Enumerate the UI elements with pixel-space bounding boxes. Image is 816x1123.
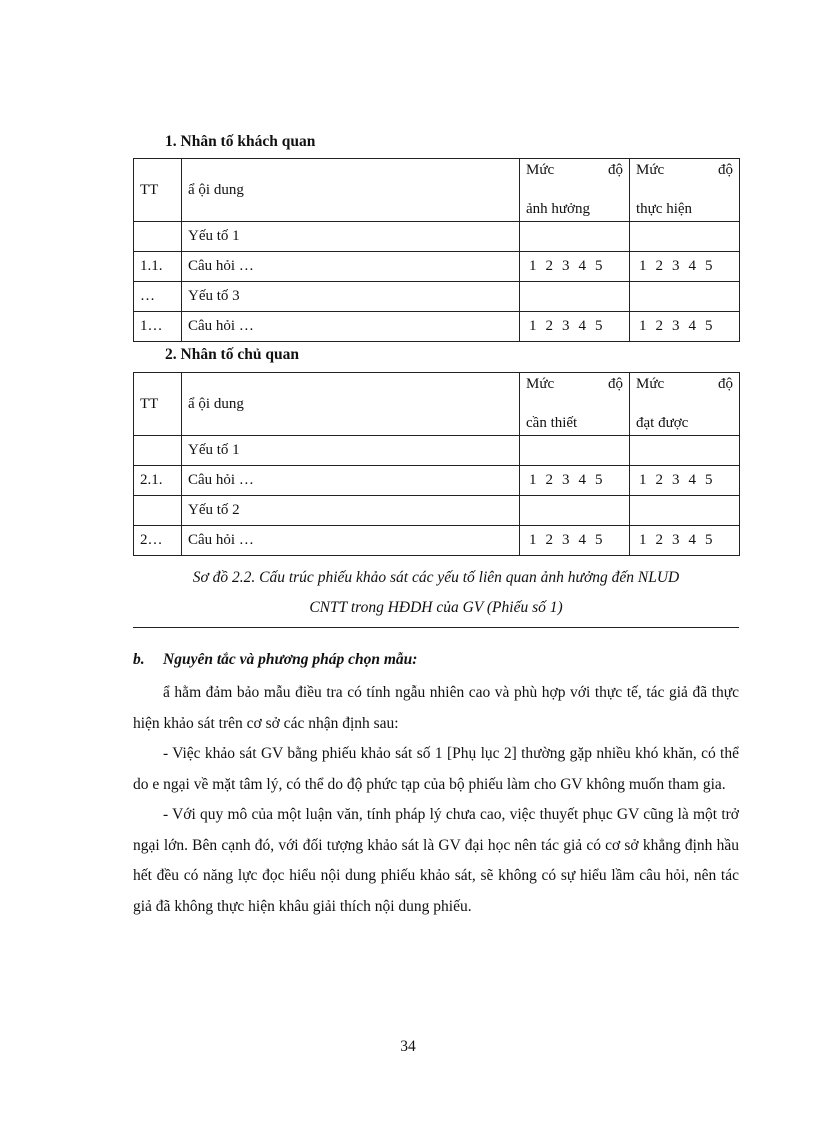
table-row <box>134 252 740 282</box>
scale-digit: 2 <box>655 472 663 488</box>
header-degree-word: độ <box>718 376 733 392</box>
row-tt <box>134 496 182 526</box>
row-scale-a <box>520 436 630 466</box>
scale-values <box>636 472 733 489</box>
row-tt: 1… <box>134 312 182 342</box>
scale-digit: 2 <box>655 532 663 548</box>
scale-digit: 5 <box>595 318 603 334</box>
header-degree-word: độ <box>608 162 623 178</box>
row-tt: 1.1. <box>134 252 182 282</box>
scale-values <box>636 258 733 275</box>
body-text <box>133 678 739 922</box>
header-tt: TT <box>134 373 182 436</box>
scale-values <box>526 258 623 275</box>
scale-values <box>526 472 623 489</box>
header-tt: TT <box>134 159 182 222</box>
paragraph: - Với quy mô của một luận văn, tính pháp lý chưa cao, việc thuyết phục GV cũng là một trở ngại lớn. Bên cạnh đó, với đối tượng khảo sát là GV đại học nên tác giả có cơ sở khẳng định hầu hết đều có năng lực đọc hiểu nội dung phiếu khảo sát, sẽ không có sự hiểu lầm câu hỏi, nên tác giả đã không thực hiện khâu giải thích nội dung phiếu. <box>133 806 739 915</box>
scale-digit: 3 <box>562 258 570 274</box>
header-necessity-level <box>520 373 630 436</box>
scale-digit: 3 <box>562 532 570 548</box>
scale-digit: 4 <box>688 472 696 488</box>
row-scale-b <box>630 526 740 556</box>
row-tt <box>134 222 182 252</box>
header-influence-level <box>520 159 630 222</box>
figure-caption <box>133 563 739 623</box>
caption-line-1: Sơ đồ 2.2. Cấu trúc phiếu khảo sát các yếu tố liên quan ảnh hưởng đến NLUD <box>192 569 680 586</box>
scale-digit: 5 <box>705 318 713 334</box>
header-necessity-label: cần thiết <box>526 415 578 431</box>
scale-digit: 2 <box>655 318 663 334</box>
subsection-title: Nguyên tắc và phương pháp chọn mẫu: <box>163 651 418 668</box>
row-scale-b <box>630 466 740 496</box>
header-content: ẩ ội dung <box>182 159 520 222</box>
scale-values <box>526 318 623 335</box>
row-tt: 2.1. <box>134 466 182 496</box>
row-tt <box>134 436 182 466</box>
header-content: ẩ ội dung <box>182 373 520 436</box>
paragraph: - Việc khảo sát GV bằng phiếu khảo sát số 1 [Phụ lục 2] thường gặp nhiều khó khăn, có thể do e ngại về mặt tâm lý, có thể do độ phức tạp của bộ phiếu làm cho GV không muốn tham gia. <box>133 745 739 793</box>
page-number: 34 <box>400 1038 416 1055</box>
caption-line-2: CNTT trong HĐDH của GV (Phiếu số 1) <box>309 599 563 616</box>
row-scale-a <box>520 526 630 556</box>
scale-digit: 2 <box>545 258 553 274</box>
subsection-heading <box>133 651 417 669</box>
header-implementation-level <box>630 159 740 222</box>
scale-digit: 2 <box>655 258 663 274</box>
survey-table-objective <box>133 158 740 342</box>
scale-digit: 2 <box>545 532 553 548</box>
header-influence-label: ảnh hưởng <box>526 201 590 217</box>
scale-digit: 1 <box>529 532 537 548</box>
scale-digit: 2 <box>545 472 553 488</box>
header-level-word: Mức <box>636 376 665 392</box>
row-scale-b <box>630 496 740 526</box>
scale-values <box>636 318 733 335</box>
row-tt: … <box>134 282 182 312</box>
scale-digit: 1 <box>639 532 647 548</box>
scale-digit: 5 <box>595 472 603 488</box>
header-level-word: Mức <box>526 162 555 178</box>
survey-table-subjective <box>133 372 740 556</box>
row-scale-a <box>520 282 630 312</box>
scale-digit: 4 <box>688 318 696 334</box>
scale-digit: 4 <box>578 318 586 334</box>
row-scale-a <box>520 222 630 252</box>
header-achievement-level <box>630 373 740 436</box>
table-header-row <box>134 373 740 436</box>
row-content: Yếu tố 3 <box>182 282 520 312</box>
scale-digit: 1 <box>529 258 537 274</box>
row-scale-b <box>630 222 740 252</box>
header-achievement-label: đạt được <box>636 415 689 431</box>
paragraph: ẩ hằm đảm bảo mẫu điều tra có tính ngẫu nhiên cao và phù hợp với thực tế, tác giả đã thực hiện khảo sát trên cơ sở các nhận định sau: <box>133 684 739 732</box>
table-row <box>134 466 740 496</box>
row-content: Câu hỏi … <box>182 466 520 496</box>
scale-digit: 4 <box>578 472 586 488</box>
section1-title: 1. Nhân tố khách quan <box>165 133 316 150</box>
scale-digit: 5 <box>595 258 603 274</box>
scale-digit: 4 <box>688 532 696 548</box>
header-implementation-label: thực hiện <box>636 201 693 217</box>
row-content: Câu hỏi … <box>182 252 520 282</box>
row-content: Yếu tố 2 <box>182 496 520 526</box>
table-row <box>134 282 740 312</box>
scale-digit: 4 <box>578 258 586 274</box>
section2-title: 2. Nhân tố chủ quan <box>165 346 299 363</box>
header-level-word: Mức <box>526 376 555 392</box>
scale-digit: 3 <box>562 318 570 334</box>
scale-digit: 1 <box>639 258 647 274</box>
table-row <box>134 222 740 252</box>
scale-digit: 3 <box>672 318 680 334</box>
scale-digit: 4 <box>578 532 586 548</box>
section-divider <box>133 627 739 628</box>
row-tt: 2… <box>134 526 182 556</box>
scale-digit: 3 <box>672 532 680 548</box>
table-header-row <box>134 159 740 222</box>
scale-digit: 1 <box>529 318 537 334</box>
table-row <box>134 312 740 342</box>
scale-digit: 5 <box>595 532 603 548</box>
scale-digit: 5 <box>705 532 713 548</box>
scale-digit: 1 <box>639 318 647 334</box>
scale-digit: 1 <box>639 472 647 488</box>
header-level-word: Mức <box>636 162 665 178</box>
header-degree-word: độ <box>608 376 623 392</box>
scale-digit: 3 <box>562 472 570 488</box>
row-scale-b <box>630 436 740 466</box>
row-content: Yếu tố 1 <box>182 222 520 252</box>
table-row <box>134 526 740 556</box>
row-content: Câu hỏi … <box>182 526 520 556</box>
table-row <box>134 436 740 466</box>
header-degree-word: độ <box>718 162 733 178</box>
scale-digit: 3 <box>672 258 680 274</box>
scale-values <box>636 532 733 549</box>
row-scale-b <box>630 282 740 312</box>
scale-digit: 5 <box>705 472 713 488</box>
row-scale-a <box>520 252 630 282</box>
row-scale-a <box>520 466 630 496</box>
row-scale-b <box>630 312 740 342</box>
scale-digit: 4 <box>688 258 696 274</box>
scale-digit: 1 <box>529 472 537 488</box>
subsection-label: b. <box>133 651 145 668</box>
scale-values <box>526 532 623 549</box>
row-scale-b <box>630 252 740 282</box>
row-content: Yếu tố 1 <box>182 436 520 466</box>
scale-digit: 3 <box>672 472 680 488</box>
row-scale-a <box>520 496 630 526</box>
scale-digit: 2 <box>545 318 553 334</box>
row-scale-a <box>520 312 630 342</box>
table-row <box>134 496 740 526</box>
scale-digit: 5 <box>705 258 713 274</box>
row-content: Câu hỏi … <box>182 312 520 342</box>
